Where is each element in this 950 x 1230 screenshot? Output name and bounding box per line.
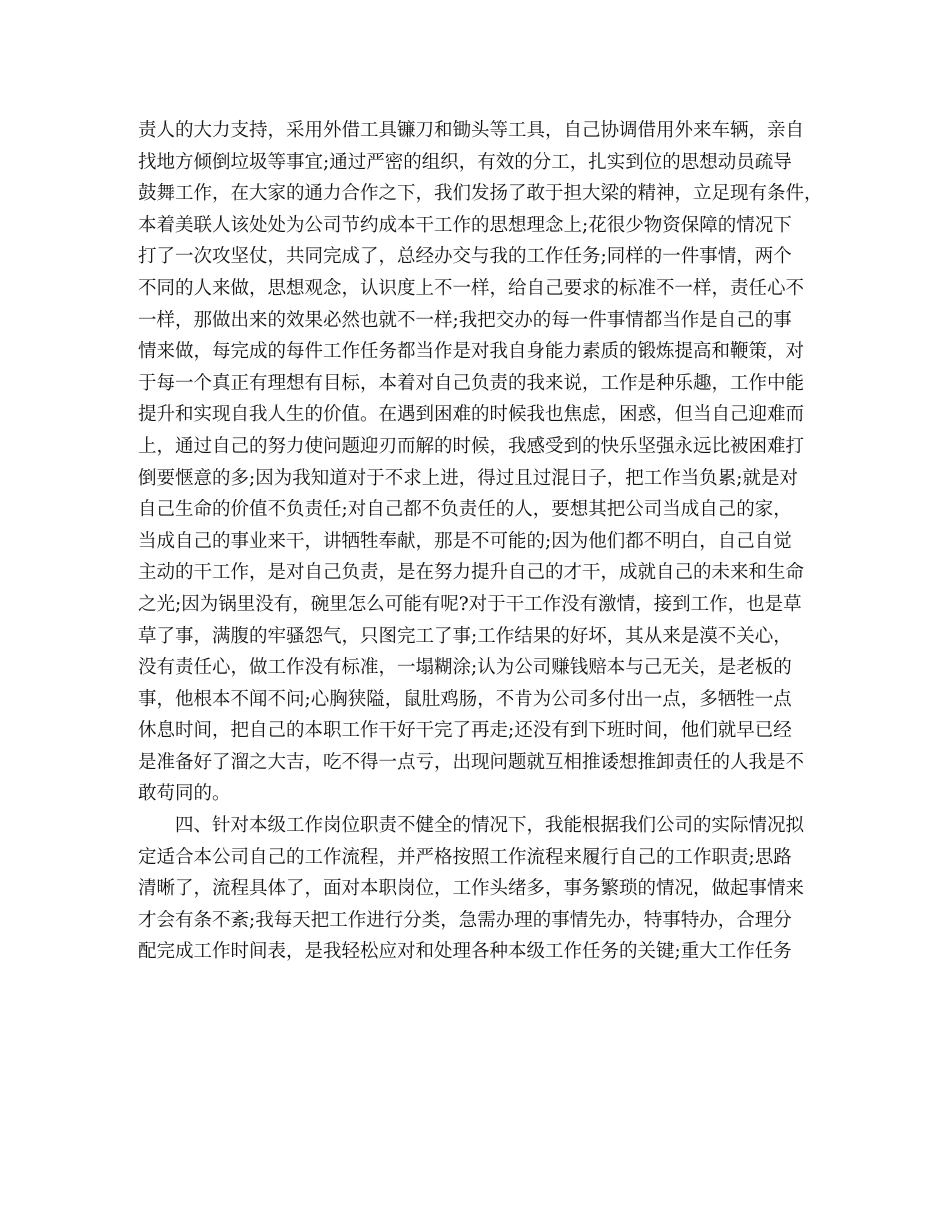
text-line: 打了一次攻坚仗，共同完成了，总经办交与我的工作任务;同样的一件事情，两个 — [138, 246, 792, 268]
text-line: 清晰了，流程具体了，面对本职岗位，工作头绪多，事务繁琐的情况，做起事情来 — [138, 878, 805, 900]
text-line: 一样，那做出来的效果必然也就不一样;我把交办的每一件事情都当作是自己的事 — [138, 309, 792, 331]
text-line: 草了事，满腹的牢骚怨气，只图完工了事;工作结果的好坏，其从来是漠不关心， — [138, 625, 792, 647]
text-line: 事，他根本不闻不问;心胸狭隘，鼠肚鸡肠，不肯为公司多付出一点，多牺牲一点 — [138, 688, 792, 710]
text-line: 主动的干工作，是对自己负责，是在努力提升自己的才干，成就自己的未来和生命 — [138, 562, 805, 584]
text-line: 才会有条不紊;我每天把工作进行分类，急需办理的事情先办，特事特办，合理分 — [138, 909, 792, 931]
text-line: 敢苟同的。 — [138, 783, 231, 805]
text-line: 没有责任心，做工作没有标准，一塌糊涂;认为公司赚钱赔本与己无关，是老板的 — [138, 657, 792, 679]
text-line: 自己生命的价值不负责任;对自己都不负责任的人，要想其把公司当成自己的家， — [138, 499, 792, 521]
text-line: 休息时间，把自己的本职工作干好干完了再走;还没有到下班时间，他们就早已经 — [138, 720, 792, 742]
text-line: 倒要惬意的多;因为我知道对于不求上进，得过且过混日子，把工作当负累;就是对 — [138, 467, 798, 489]
text-line: 配完成工作时间表，是我轻松应对和处理各种本级工作任务的关键;重大工作任务 — [138, 941, 792, 963]
text-line: 是准备好了溜之大吉，吃不得一点亏，出现问题就互相推诿想推卸责任的人我是不 — [138, 751, 805, 773]
text-line: 上，通过自己的努力使问题迎刃而解的时候，我感受到的快乐坚强永远比被困难打 — [138, 435, 805, 457]
text-line: 情来做，每完成的每件工作任务都当作是对我自身能力素质的锻炼提高和鞭策，对 — [138, 341, 805, 363]
text-line: 当成自己的事业来干，讲牺牲奉献，那是不可能的;因为他们都不明白，自己自觉 — [138, 530, 792, 552]
text-line: 于每一个真正有理想有目标，本着对自己负责的我来说，工作是种乐趣，工作中能 — [138, 372, 805, 394]
text-line: 找地方倾倒垃圾等事宜;通过严密的组织，有效的分工，扎实到位的思想动员疏导 — [138, 151, 792, 173]
text-line: 定适合本公司自己的工作流程，并严格按照工作流程来履行自己的工作职责;思路 — [138, 846, 792, 868]
paragraph-start-line: 四、针对本级工作岗位职责不健全的情况下，我能根据我们公司的实际情况拟 — [138, 815, 805, 837]
body-text — [138, 115, 828, 968]
text-line: 不同的人来做，思想观念，认识度上不一样，给自己要求的标准不一样，责任心不 — [138, 277, 805, 299]
text-line: 责人的大力支持，采用外借工具镰刀和锄头等工具，自己协调借用外来车辆，亲自 — [138, 120, 805, 141]
text-line: 提升和实现自我人生的价值。在遇到困难的时候我也焦虑，困惑，但当自己迎难而 — [138, 404, 805, 426]
text-line: 鼓舞工作，在大家的通力合作之下，我们发扬了敢于担大梁的精神，立足现有条件， — [138, 183, 823, 205]
text-line: 之光;因为锅里没有，碗里怎么可能有呢?对于干工作没有激情，接到工作，也是草 — [138, 593, 802, 615]
text-line: 本着美联人该处处为公司节约成本干工作的思想理念上;花很少物资保障的情况下 — [138, 214, 792, 236]
